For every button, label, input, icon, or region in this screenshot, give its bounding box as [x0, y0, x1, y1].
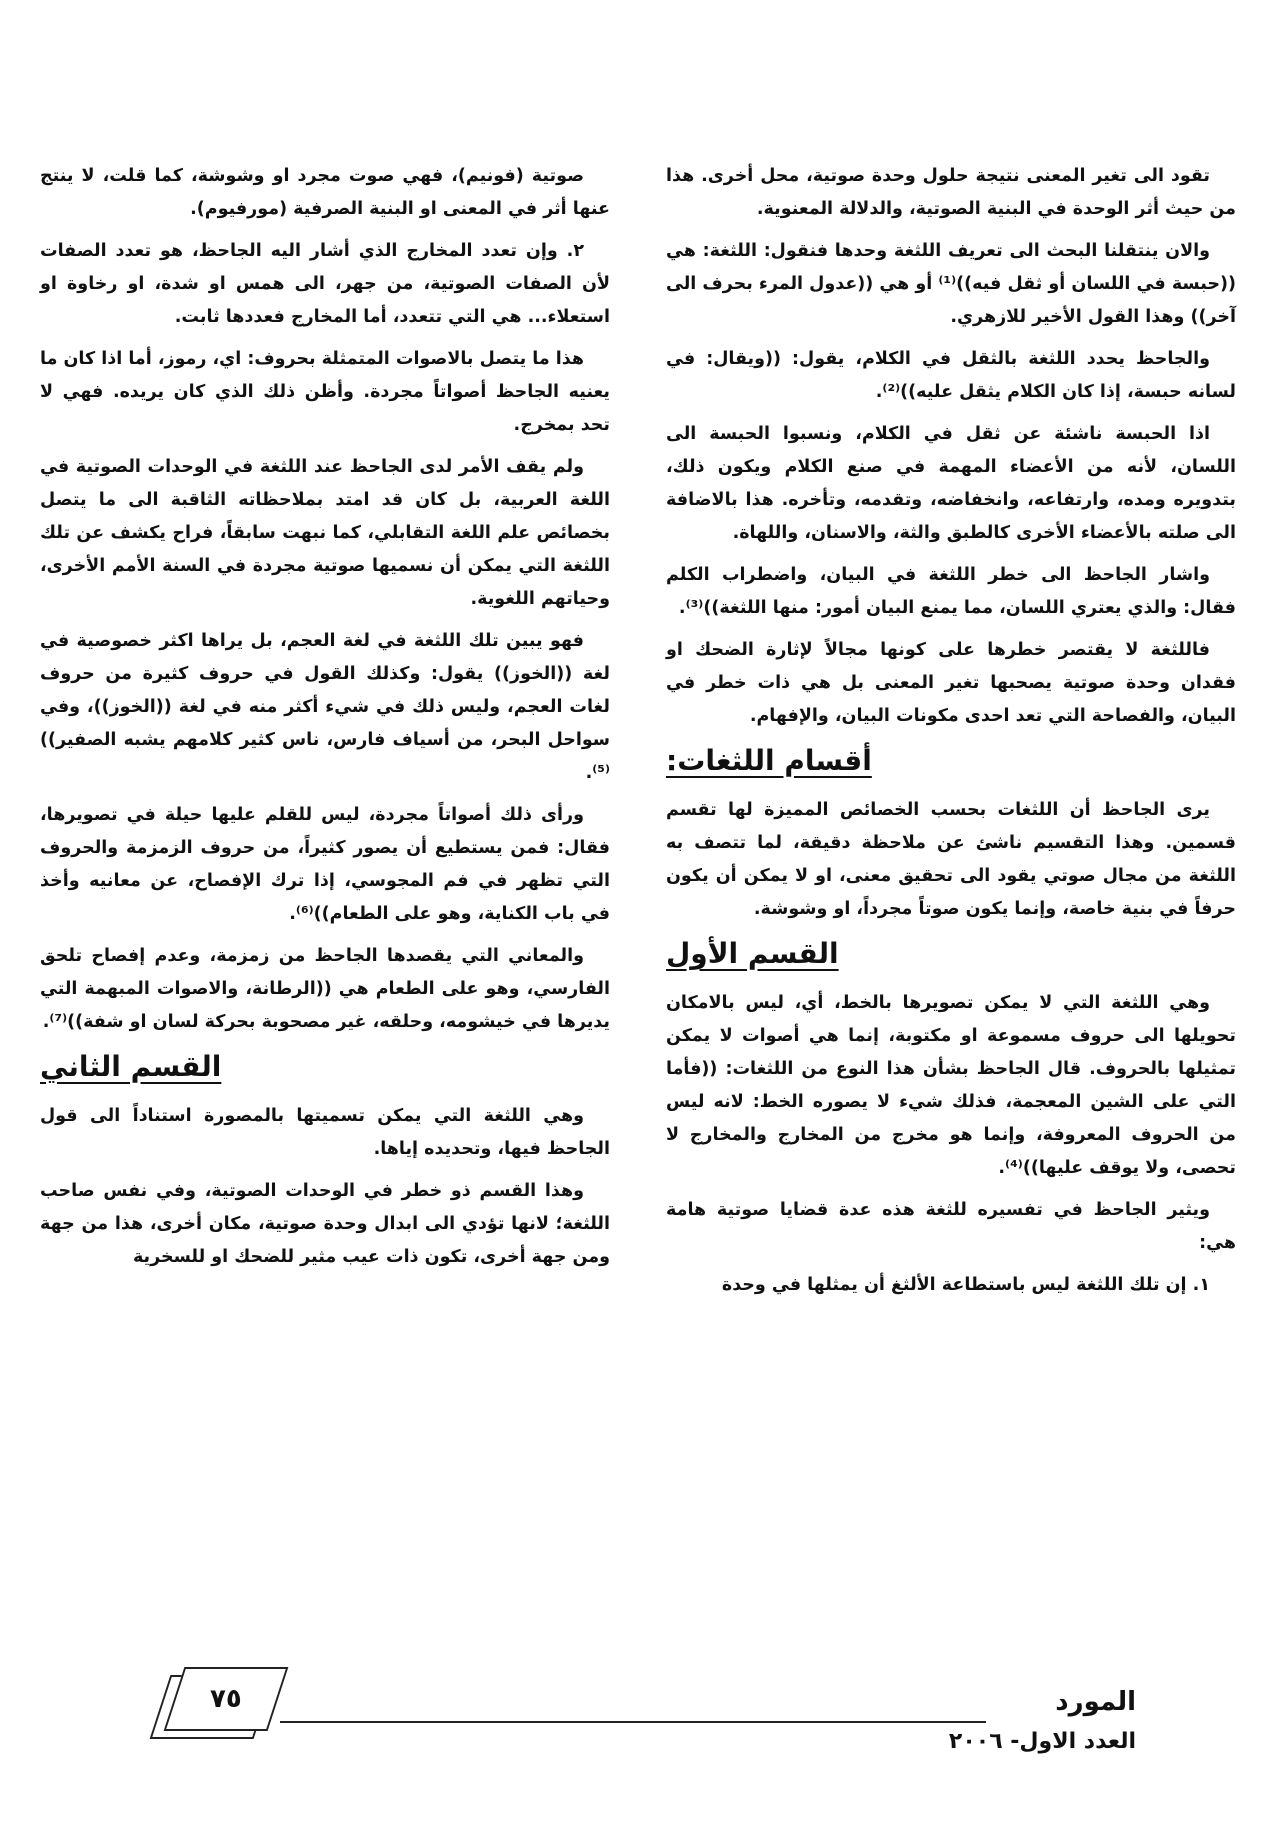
page-number-box	[160, 1665, 280, 1745]
paragraph: ١. إن تلك اللثغة ليس باستطاعة الألثغ أن يمثلها في وحدة	[721, 1275, 1210, 1295]
section-heading-second-part: القسم الثاني	[40, 1050, 222, 1083]
right-column	[666, 160, 1236, 1630]
paragraph: اذا الحبسة ناشئة عن ثقل في الكلام، ونسبوا الحبسة الى اللسان، لأنه من الأعضاء المهمة في صنع الكلام ويكون ذلك، بتدويره ومده، وارتفاعه، وانخفاضه، وتقدمه، وتأخره. هذا بالاضافة الى صلته بالأعضاء الأخرى كالطبق والثة، والاسنان، واللهاة.	[666, 424, 1236, 543]
paragraph: وهي اللثغة التي يمكن تسميتها بالمصورة استناداً الى قول الجاحظ فيها، وتحديده إياها.	[40, 1106, 610, 1159]
section-heading-first-part: القسم الأول	[666, 937, 839, 970]
journal-name: المورد	[1055, 1687, 1136, 1717]
paragraph: تقود الى تغير المعنى نتيجة حلول وحدة صوتية، محل أخرى. هذا من حيث أثر الوحدة في البنية الصوتية، والدلالة المعنوية.	[666, 166, 1236, 219]
section-heading-divisions: أقسام اللثغات:	[666, 744, 872, 777]
issue-label: العدد الاول- ٢٠٠٦	[948, 1729, 1136, 1754]
left-column	[40, 160, 610, 1630]
paragraph: فاللثغة لا يقتصر خطرها على كونها مجالاً لإثارة الضحك او فقدان وحدة صوتية يصحبها تغير المعنى بل هي ذات خطر في البيان، والفصاحة التي تعد احدى مكونات البيان، والإفهام.	[666, 640, 1236, 726]
paragraph: والمعاني التي يقصدها الجاحظ من زمزمة، وعدم إفصاح تلحق الفارسي، وهو على الطعام هي ((الرطانة، والاصوات المبهمة التي يديرها في خيشومه، وحلقه، غير مصحوبة بحركة لسان او شفة))⁽⁷⁾.	[40, 946, 610, 1032]
page-box-front	[164, 1667, 289, 1731]
paragraph: ولم يقف الأمر لدى الجاحظ عند اللثغة في الوحدات الصوتية في اللغة العربية، بل كان قد امتد بملاحظاته الثاقبة الى ما يتصل بخصائص علم اللغة التقابلي، كما نبهت سابقاً، فراح يكشف عن تلك اللثغة التي يمكن أن نسميها صوتية مجردة في السنة الأمم الأخرى، وحياتهم اللغوية.	[40, 457, 610, 609]
paragraph: والجاحظ يحدد اللثغة بالثقل في الكلام، يقول: ((ويقال: في لسانه حبسة، إذا كان الكلام يثقل عليه))⁽²⁾.	[666, 349, 1236, 402]
paragraph: والان ينتقلنا البحث الى تعريف اللثغة وحدها فنقول: اللثغة: هي ((حبسة في اللسان أو ثقل فيه))⁽¹⁾ أو هي ((عدول المرء بحرف الى آخر)) وهذا القول الأخير للازهري.	[666, 241, 1236, 327]
footer-rule	[280, 1721, 986, 1723]
paragraph: يرى الجاحظ أن اللثغات بحسب الخصائص المميزة لها تقسم قسمين. وهذا التقسيم ناشئ عن ملاحظة دقيقة، لما تتصف به اللثغة من مجال صوتي يقود الى تحقيق معنى، او لا يمكن أن يكون حرفاً في بنية خاصة، وإنما يكون صوتاً مجرداً، او وشوشة.	[666, 800, 1236, 919]
paragraph: ورأى ذلك أصواتاً مجردة، ليس للقلم عليها حيلة في تصويرها، فقال: فمن يستطيع أن يصور كثيراً، من حروف الزمزمة والحروف التي تظهر في فم المجوسي، إذا ترك الإفصاح، عن معانيه وأخذ في باب الكناية، وهو على الطعام))⁽⁶⁾.	[40, 805, 610, 924]
page-footer	[160, 1665, 1136, 1775]
paragraph: هذا ما يتصل بالاصوات المتمثلة بحروف: اي، رموز، أما اذا كان ما يعنيه الجاحظ أصواتاً مجردة. وأظن ذلك الذي كان يريده. فهي لا تحد بمخرج.	[40, 349, 610, 435]
paragraph: وهذا القسم ذو خطر في الوحدات الصوتية، وفي نفس صاحب اللثغة؛ لانها تؤدي الى ابدال وحدة صوتية، مكان أخرى، هذا من جهة ومن جهة أخرى، تكون ذات عيب مثير للضحك او للسخرية	[40, 1181, 610, 1267]
page-number: ٧٥	[210, 1684, 242, 1714]
paragraph: ويثير الجاحظ في تفسيره للثغة هذه عدة قضايا صوتية هامة هي:	[666, 1200, 1236, 1253]
text-columns	[40, 160, 1236, 1630]
paragraph: ٢. وإن تعدد المخارج الذي أشار اليه الجاحظ، هو تعدد الصفات لأن الصفات الصوتية، من جهر، الى همس او شدة، او رخاوة او استعلاء... هي التي تتعدد، أما المخارج فعددها ثابت.	[40, 241, 610, 327]
paragraph: فهو يبين تلك اللثغة في لغة العجم، بل يراها اكثر خصوصية في لغة ((الخوز)) يقول: وكذلك القول في حروف كثيرة من حروف لغات العجم، وليس ذلك في شيء أكثر منه في لغة ((الخوز))، وفي سواحل البحر، من أسياف فارس، ناس كثير كلامهم يشبه الصفير))⁽⁵⁾.	[40, 631, 610, 783]
paragraph: وهي اللثغة التي لا يمكن تصويرها بالخط، أي، ليس بالامكان تحويلها الى حروف مسموعة او مكتوبة، إنما هي أصوات لا يمكن تمثيلها بالحروف. قال الجاحظ بشأن هذا النوع من اللثغات: ((فأما التي على الشين المعجمة، فذلك شيء لا يصوره الخط: لانه ليس من الحروف المعروفة، وإنما هو مخرج من المخارج والمخارج لا تحصى، ولا يوقف عليها))⁽⁴⁾.	[666, 993, 1236, 1178]
paragraph: صوتية (فونيم)، فهي صوت مجرد او وشوشة، كما قلت، لا ينتج عنها أثر في المعنى او البنية الصرفية (مورفيوم).	[40, 166, 610, 219]
paragraph: واشار الجاحظ الى خطر اللثغة في البيان، واضطراب الكلم فقال: والذي يعتري اللسان، مما يمنع البيان أمور: منها اللثغة))⁽³⁾.	[666, 565, 1236, 618]
